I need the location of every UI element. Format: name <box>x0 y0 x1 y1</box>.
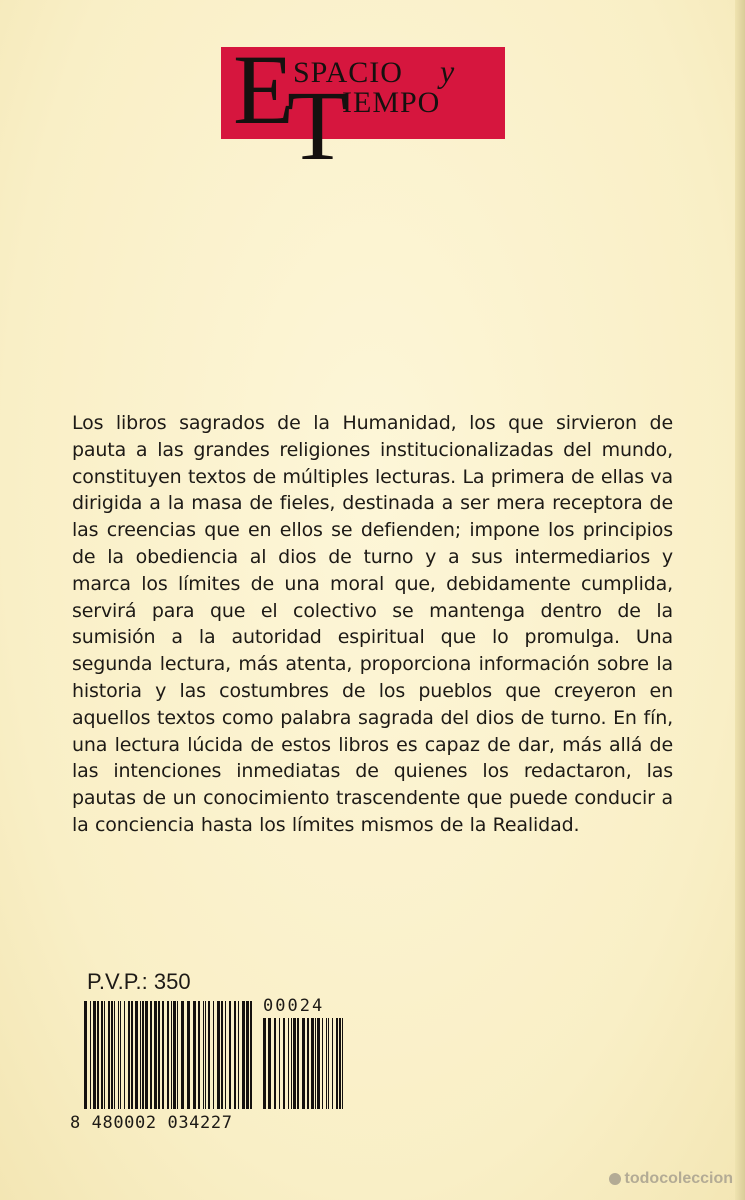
barcode-bar <box>288 1018 289 1109</box>
barcode-bar <box>217 1001 220 1109</box>
barcode-bar <box>90 1001 91 1109</box>
barcode-bar <box>326 1018 327 1109</box>
barcode-bar <box>274 1018 276 1109</box>
barcode-bar <box>108 1001 110 1109</box>
barcode-bar <box>221 1001 223 1109</box>
barcode-bar <box>145 1001 148 1109</box>
logo-word-spacio: SPACIO <box>293 56 403 89</box>
barcode-bar <box>162 1001 164 1109</box>
barcode-bar <box>140 1001 141 1109</box>
barcode-bar <box>229 1001 231 1109</box>
barcode-bar <box>173 1001 176 1109</box>
barcode-bar <box>339 1018 341 1109</box>
barcode-bar <box>104 1001 105 1109</box>
barcode-bar <box>238 1001 239 1109</box>
barcode-bar <box>150 1001 152 1109</box>
barcode-bar <box>234 1001 236 1109</box>
barcode-bar <box>332 1018 333 1109</box>
barcode-bar <box>203 1001 204 1109</box>
barcode-icon <box>84 1001 254 1109</box>
logo-word-y: y <box>440 53 455 89</box>
barcode-bar <box>208 1001 210 1109</box>
barcode-addon-icon <box>263 1018 345 1109</box>
barcode-bar <box>193 1001 196 1109</box>
barcode-bar <box>131 1001 133 1109</box>
barcode-bar <box>283 1018 285 1109</box>
barcode-bar <box>128 1001 130 1109</box>
barcode-bar <box>158 1001 160 1109</box>
barcode-bar <box>118 1001 119 1109</box>
logo-word-iempo: IEMPO <box>342 86 441 119</box>
barcode-bar <box>297 1018 299 1109</box>
barcode-digits: 8 480002 034227 <box>70 1113 233 1133</box>
watermark-logo-icon <box>609 1173 621 1185</box>
barcode-bar <box>114 1001 115 1109</box>
barcode-bar <box>307 1018 309 1109</box>
barcode-bar <box>242 1001 245 1109</box>
barcode-bar <box>198 1001 200 1109</box>
barcode-bar <box>225 1001 226 1109</box>
barcode-bar <box>142 1001 144 1109</box>
barcode-bar <box>135 1001 138 1109</box>
barcode-bar <box>302 1018 305 1109</box>
barcode-bar <box>293 1018 296 1109</box>
cover-edge <box>735 0 745 1200</box>
barcode-bar <box>279 1018 280 1109</box>
barcode-bar <box>120 1001 121 1109</box>
barcode-bar <box>213 1001 214 1109</box>
watermark-text: todocoleccion <box>624 1170 733 1187</box>
barcode-bar <box>177 1001 178 1109</box>
barcode-bar <box>101 1001 103 1109</box>
barcode-bar <box>250 1001 252 1109</box>
barcode-bar <box>205 1001 206 1109</box>
barcode-bar <box>124 1001 125 1109</box>
barcode-bar <box>268 1018 271 1109</box>
barcode-bar <box>171 1001 172 1109</box>
barcode-bar <box>336 1018 338 1109</box>
barcode-bar <box>97 1001 99 1109</box>
barcode-bar <box>322 1018 323 1109</box>
barcode-bar <box>317 1018 320 1109</box>
barcode-bar <box>291 1018 292 1109</box>
barcode-bar <box>167 1001 169 1109</box>
barcode-bar <box>84 1001 87 1109</box>
watermark <box>609 1170 733 1188</box>
back-cover-description: Los libros sagrados de la Humanidad, los que sirvieron de pauta a las grandes religiones institucionalizadas del mundo, constituyen textos de múltiples lecturas. La primera de ellas va dirigida a la masa de fieles, destinada a ser mera receptora de las creencias que en ellos se defienden; impone los principios de la obediencia al dios de turno y a sus intermediarios y marca los límites de una moral que, debidamente cumplida, servirá para que el colectivo se mantenga dentro de la sumisión a la autoridad espiritual que lo promulga. Una segunda lectura, más atenta, proporciona información sobre la historia y las costumbres de los pueblos que creyeron en aquellos textos como palabra sagrada del dios de turno. En fín, una lectura lúcida de estos libros es capaz de dar, más allá de las intenciones inmediatas de quienes los redactaron, las pautas de un conocimiento trascendente que puede conducir a la conciencia hasta los límites mismos de la Realidad. <box>72 412 673 836</box>
barcode-bar <box>111 1001 113 1109</box>
barcode-bar <box>311 1018 314 1109</box>
barcode-bar <box>315 1018 316 1109</box>
logo-letter-t: T <box>287 70 349 181</box>
barcode-bar <box>328 1018 329 1109</box>
barcode-bar <box>181 1001 184 1109</box>
barcode-bar <box>187 1001 190 1109</box>
barcode-bar <box>342 1018 343 1109</box>
barcode-addon-digits: 00024 <box>263 996 325 1016</box>
barcode-bar <box>246 1001 249 1109</box>
barcode-bar <box>93 1001 96 1109</box>
barcode-bar <box>263 1018 266 1109</box>
barcode-bar <box>154 1001 157 1109</box>
price-label: P.V.P.: 350 <box>87 969 191 994</box>
logo-letter-e: E <box>233 34 295 145</box>
